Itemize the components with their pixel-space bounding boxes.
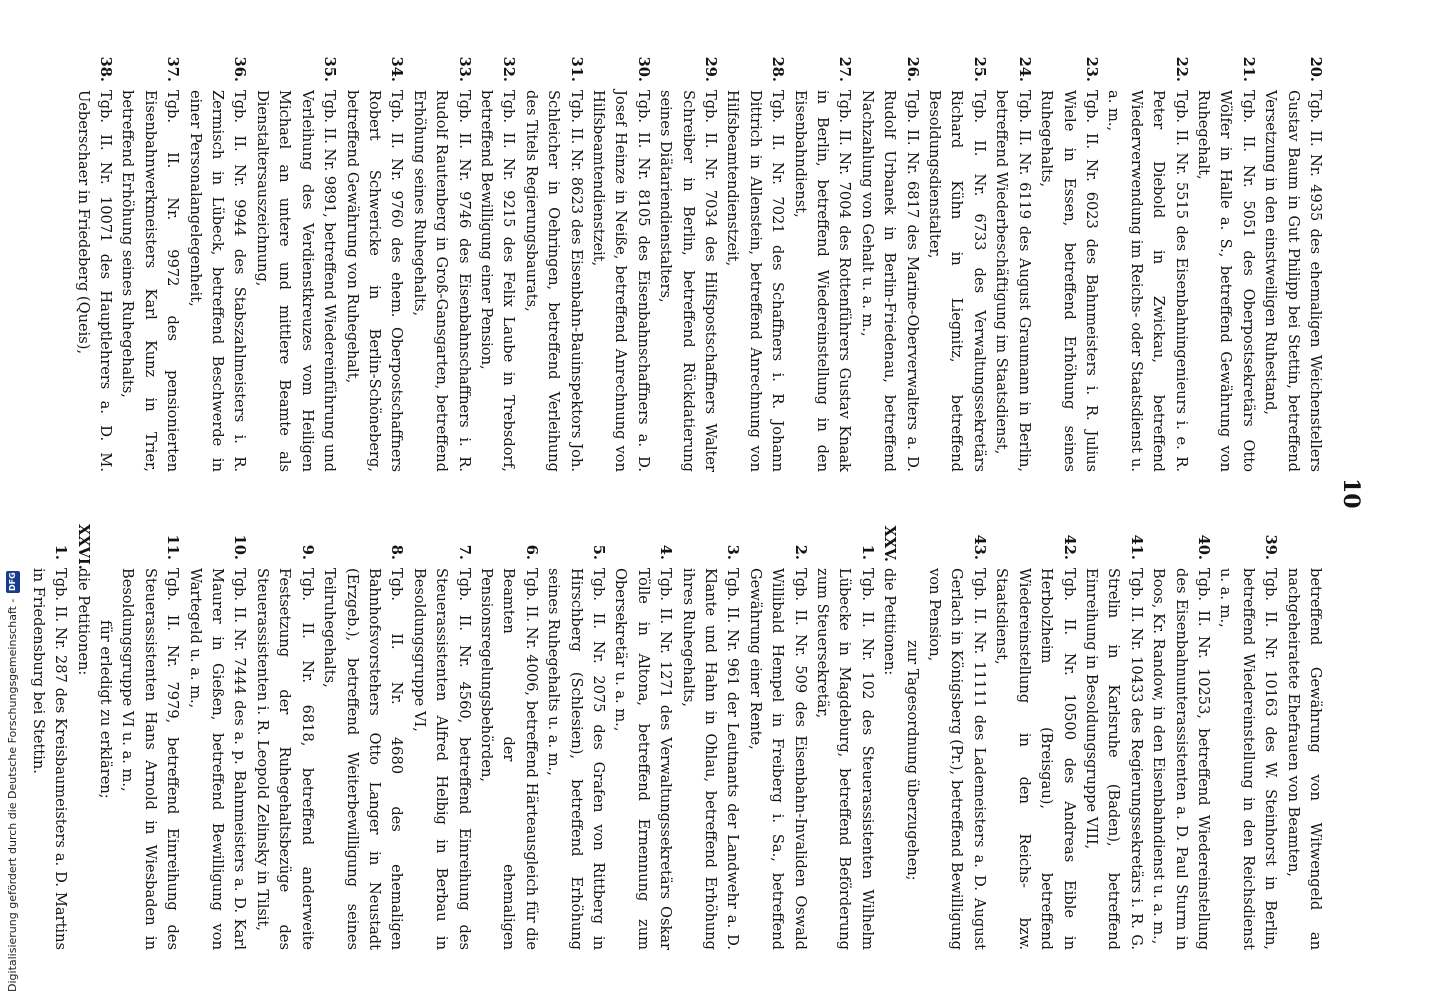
item-number: 23. [1082, 56, 1100, 82]
item-number: 6. [522, 544, 540, 560]
list-item [519, 52, 586, 472]
list-item [990, 52, 1035, 472]
item-number: 20. [1307, 56, 1324, 82]
list-item [116, 530, 183, 950]
right-column [26, 524, 1326, 950]
item-text: Tgb. II. Nr. 1271 des Verwaltungssekretärs Oskar Tölle in Altona, betreffend Ernennung zum Obersekretär u. a. m., [612, 568, 675, 950]
section-xxv-closing: für erledigt zu erklären; [97, 620, 115, 799]
list-item [1192, 52, 1259, 472]
item-number: 31. [567, 56, 585, 82]
footer-text: Digitalisierung gefördert durch die Deutsche Forschungsgemeinschaft - [6, 598, 19, 992]
list-item [340, 52, 407, 472]
item-number: 24. [1015, 56, 1033, 82]
item-text: Tgb. II. Nr. 10500 des Andreas Eible in Herbolzheim (Breisgau), betreffend Wiedereinstellung in den Reichs- bzw. Staatsdienst, [993, 568, 1078, 950]
list-item [475, 52, 520, 472]
list-item [743, 530, 810, 950]
item-text: Tgb. II. Nr. 7444 des a. p. Bahnmeisters a. D. Karl Maurer in Gießen, betreffend Bewilligung von Wartegeld u. a. m., [186, 568, 249, 950]
item-text: Tgb. II. Nr. 287 des Kreisbaumeisters a. D. Martins in Friedensburg bei Stettin. [29, 568, 70, 950]
item-text: Tgb. II. Nr. 961 der Leutnants der Landwehr a. D. Klante und Hahn in Ohlau, betreffend Erhöhung ihres Ruhegehalts, [679, 568, 742, 950]
item-number: 11. [164, 534, 182, 560]
list-item [811, 530, 878, 950]
item-text: Tgb. II. Nr. 4006, betreffend Härteausgleich für die Beamten der ehemaligen Pensionsregelungsbehörden, [477, 568, 540, 950]
item-text: Tgb. II. Nr. 5515 des Eisenbahningenieurs i. e. R. Peter Diebold in Zwickau, betreffend Wiederverwendung im Reichs- oder Staatsdienst u. a. m., [1105, 90, 1190, 472]
item-text: Tgb. II. Nr. 7034 des Hilfspostschaffners Walter Schreiber in Berlin, betreffend Rückdatierung seines Diätariendienstalters, [657, 90, 720, 472]
page-number: 10 [1338, 478, 1364, 509]
item-text: Tgb. II. Nr. 9944 des Stabszahlmeisters i. R. Zermisch in Lübeck, betreffend Beschwerde in einer Personalangelegenheit, [186, 90, 249, 472]
item-text: Tgb. II. Nr. 11111 des Lademeisters a. D. August Gerlach in Königsberg (Pr.), betreffend Bewilligung von Pension, [926, 568, 988, 950]
item-text: Tgb. II. Nr. 4935 des ehemaligen Weichenstellers Gustav Baum in Gut Philipp bei Stettin, betreffend Versetzung in den einstweiligen Ruhestand, [1262, 90, 1324, 472]
item-text: Tgb. II. Nr. 9891, betreffend Wiedereinführung und Verleihung des Verdienstkreuzes vom Heiligen Michael an untere und mittlere Beamte als Dienstaltersauszeichnung, [253, 90, 339, 472]
list-item [609, 530, 676, 950]
item-text: Tgb. II. Nr. 2075 des Grafen von Rittberg in Hirschberg (Schlesien), betreffend Erhöhung seines Ruhegehalts u. a. m., [545, 568, 607, 950]
item-number: 34. [388, 56, 406, 82]
item-text: Tgb. II. Nr. 9215 des Felix Laube in Trebsdorf, betreffend Bewilligung einer Pension, [477, 90, 518, 472]
item-text: Tgb. II. Nr. 102 des Steuerassistenten Wilhelm Lübecke in Magdeburg, betreffend Beförderung zum Steuersekretär, [814, 568, 876, 950]
list-item [1035, 52, 1102, 472]
item-text: Tgb. II. Nr. 4560, betreffend Einreihung des Steuerassistenten Alfred Helbig in Berbau in Besoldungsgruppe VI, [410, 568, 473, 950]
item-text: Tgb. II. Nr. 6733 des Verwaltungssekretärs Richard Kühn in Liegnitz, betreffend Besoldungsdienstalter, [926, 90, 988, 472]
item-number: 25. [970, 56, 988, 82]
list-item [1102, 52, 1192, 472]
item-text: Tgb. II. Nr. 7979, betreffend Einreihung des Steuerassistenten Hans Arnold in Wiesbaden in Besoldungsgruppe VI u. a. m., [119, 568, 182, 950]
right-entries-list [923, 530, 1282, 950]
list-item [1080, 530, 1147, 950]
item-number: 5. [590, 544, 607, 560]
item-number: 7. [455, 544, 473, 560]
section-xxv-title: die Petitionen: [881, 568, 899, 676]
digitization-footer [0, 0, 26, 1000]
item-number: 10. [231, 534, 249, 560]
item-text: Tgb. II. Nr. 9746 des Eisenbahnschaffners i. R. Rudolf Rautenberg in Groß-Gansgarten, betreffend Erhöhung seines Ruhegehalts, [410, 90, 473, 472]
item-text: Tgb. II. Nr. 10433 des Regierungssekretärs i. R. G. Strelin in Karlsruhe (Baden), betreffend Einreihung in Besoldungsgruppe VIII, [1082, 568, 1145, 950]
list-item [788, 52, 855, 472]
item-text: Tgb. II. Nr. 10163 des W. Steinhorst in Berlin, betreffend Wiedereinstellung in den Reichsdienst u. a. m., [1217, 568, 1280, 950]
item-text: Tgb. II. Nr. 6818, betreffend anderweite Festsetzung der Ruhegehaltsbezüge des Steuerassistenten i. R. Leopold Zelinsky in Tilsit, [253, 568, 316, 950]
continuation-text: betreffend Gewährung von Witwengeld an nachgeheiratete Ehefrauen von Beamten, [1284, 568, 1324, 950]
item-number: 2. [791, 544, 809, 560]
item-number: 33. [455, 56, 473, 82]
list-item [1147, 530, 1214, 950]
item-number: 40. [1194, 534, 1212, 560]
item-number: 4. [657, 544, 675, 560]
list-item [587, 52, 654, 472]
list-item [407, 530, 474, 950]
item-number: 3. [724, 544, 742, 560]
item-text: Tgb. II. Nr. 7004 des Rottenführers Gustav Knaak in Berlin, betreffend Wiedereinstellung in den Eisenbahndienst, [791, 90, 854, 472]
list-item [542, 530, 609, 950]
item-number: 37. [164, 56, 182, 82]
section-xxv-heading [878, 525, 900, 950]
list-item [407, 52, 474, 472]
item-text: Tgb. II. Nr. 7021 des Schaffners i. R. Johann Dittrich in Allenstein, betreffend Anrechnung von Hilfsbeamtendienstzeit, [724, 90, 787, 472]
item-text: Tgb. II. Nr. 9760 des ehem. Oberpostschaffners Robert Schwericke in Berlin-Schöneberg, betreffend Gewährung von Ruhegehalt, [343, 90, 406, 472]
item-text: Tgb. II. Nr. 6817 des Marine-Oberverwalters a. D. Rudolf Urbanek in Berlin-Friedenau, betreffend Nachzahlung von Gehalt u. a. m., [858, 90, 921, 472]
item-number: 29. [702, 56, 720, 82]
item-number: 43. [970, 534, 988, 560]
item-number: 36. [231, 56, 249, 82]
section-xxvi-number: XXVI. [74, 524, 92, 570]
left-column [71, 52, 1326, 472]
item-text: Tgb. II. Nr. 8105 des Eisenbahnschaffners a. D. Josef Heinze in Neiße, betreffend Anrechnung von Hilfsbeamtendienstzeit, [590, 90, 652, 472]
list-item [251, 52, 341, 472]
section-xxvi-list [26, 530, 71, 950]
section-xxvi-heading [71, 524, 93, 950]
item-number: 21. [1239, 56, 1257, 82]
list-item [1214, 530, 1281, 950]
item-number: 22. [1172, 56, 1190, 82]
item-text: Tgb. II. Nr. 4680 des ehemaligen Bahnhofsvorstehers Otto Langer in Neustadt (Erzgeb.), betreffend Weiterbewilligung seines Teilruhegehalts, [321, 568, 406, 950]
item-text: Tgb. II. Nr. 10071 des Hauptlehrers a. D. M. Ueberschaer in Friedeberg (Queis), [74, 90, 115, 472]
list-item [855, 52, 922, 472]
item-number: 32. [500, 56, 518, 82]
transition-note: zur Tagesordnung überzugehen; [903, 640, 921, 881]
list-item [26, 530, 71, 950]
list-item [183, 530, 250, 950]
item-text: Tgb. II. Nr. 10253, betreffend Wiedereinstellung des Eisenbahnunterassistenten a. D. Paul Sturm in Boos, Kr. Randow, in den Eisenbahndienst u. a. m., [1150, 568, 1212, 950]
list-item [923, 52, 990, 472]
list-item [183, 52, 250, 472]
item-number: 26. [903, 56, 921, 82]
item-number: 9. [298, 544, 316, 560]
item-number: 38. [97, 56, 115, 82]
list-item [1259, 52, 1326, 472]
section-xxvi-title: die Petitionen: [74, 568, 92, 676]
item-text: Tgb. II. Nr. 5051 des Oberpostsekretärs Otto Wölfer in Halle a. S., betreffend Gewährung von Ruhegehalt, [1194, 90, 1257, 472]
item-number: 35. [321, 56, 339, 82]
item-text: Tgb. II. Nr. 509 des Eisenbahn-Invaliden Oswald Willibald Hempel in Freiberg i. Sa., betreffend Gewährung einer Rente, [746, 568, 809, 950]
list-item [721, 52, 788, 472]
list-item [990, 530, 1080, 950]
list-item [475, 530, 542, 950]
list-item [923, 530, 990, 950]
item-number: 1. [52, 544, 70, 560]
list-item [71, 52, 116, 472]
list-item [318, 530, 408, 950]
section-xxv-number: XXV. [881, 525, 899, 562]
list-item [654, 52, 721, 472]
item-text: Tgb. II. Nr. 9972 des pensionierten Eisenbahnwerkmeisters Karl Kunz in Trier, betreffend Erhöhung seines Ruhegehalts, [119, 90, 182, 472]
item-number: 42. [1060, 534, 1078, 560]
item-number: 27. [836, 56, 854, 82]
item-text: Tgb. II. Nr. 8623 des Eisenbahn-Bauinspektors Joh. Schleicher in Oehringen, betreffend Verleihung des Titels Regierungsbaurats, [522, 90, 585, 472]
dfg-logo-icon: DFG [6, 571, 20, 593]
list-item [251, 530, 318, 950]
item-number: 8. [388, 544, 406, 560]
item-number: 39. [1262, 534, 1280, 560]
item-text: Tgb. II. Nr. 6119 des August Graumann in Berlin, betreffend Wiederbeschäftigung im Staatsdienst, [993, 90, 1033, 472]
list-item [676, 530, 743, 950]
section-xxv-list [116, 530, 878, 950]
list-item [116, 52, 183, 472]
item-text: Tgb. II. Nr. 6023 des Bahnmeisters i. R. Julius Wiele in Essen, betreffend Erhöhung seines Ruhegehalts, [1038, 90, 1100, 472]
item-number: 1. [858, 544, 876, 560]
item-number: 30. [634, 56, 652, 82]
item-number: 41. [1127, 534, 1145, 560]
item-number: 28. [769, 56, 787, 82]
